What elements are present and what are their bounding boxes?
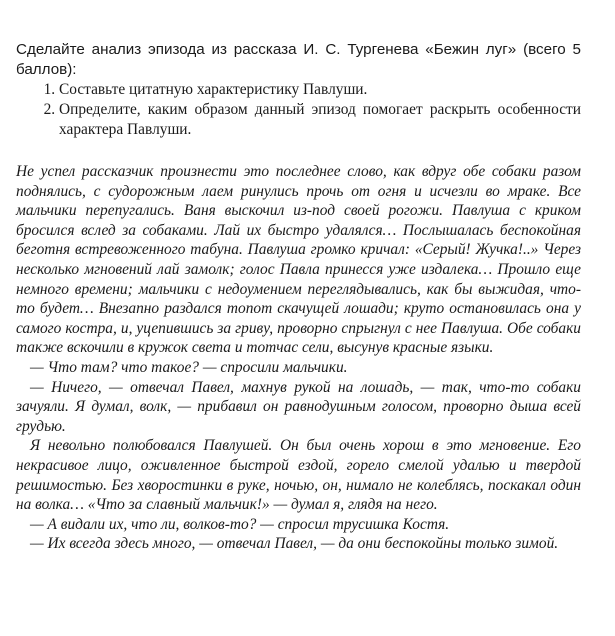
excerpt-paragraph-5: — А видали их, что ли, волков-то? — спросил трусишка Костя.: [30, 515, 450, 533]
story-excerpt: [16, 162, 581, 554]
document-page: [16, 40, 581, 554]
excerpt-paragraph-2: — Что там? что такое? — спросили мальчики.: [30, 358, 348, 376]
task-list: [16, 80, 581, 140]
excerpt-paragraph-3: — Ничего, — отвечал Павел, махнув рукой на лошадь, — так, что-то собаки зачуяли. Я думал, волк, — прибавил он равнодушным голосом, проворно дыша всей грудью.: [16, 378, 581, 435]
excerpt-paragraph-4: Я невольно полюбовался Павлушей. Он был очень хорош в это мгновение. Его некрасивое лицо, оживленное быстрой ездой, горело смелой удалью и твердой решимостью. Без хворостинки в руке, ночью, он, нимало не колеблясь, поскакал один на волка… «Что за славный мальчик!» — думал я, глядя на него.: [16, 437, 581, 514]
excerpt-paragraph-1: Не успел рассказчик произнести это последнее слово, как вдруг обе собаки разом поднялись, с судорожным лаем ринулись прочь от огня и исчезли во мраке. Все мальчики перепугались. Ваня выскочил из-под своей рогожи. Павлуша с криком бросился вслед за собаками. Лай их быстро удалялся… Послышалась беспокойная беготня встревоженного табуна. Павлуша громко кричал: «Серый! Жучка!..» Через несколько мгновений лай замолк; голос Павла принесся уже издалека… Прошло еще немного времени; мальчики с недоумением переглядывались, как бы выжидая, что-то будет… Внезапно раздался топот скачущей лошади; круто остановилась она у самого костра, и, уцепившись за гриву, проворно спрыгнул с нее Павлуша. Обе собаки также вскочили в кружок света и тотчас сели, высунув красные языки.: [16, 163, 581, 357]
task-item-1: 1. Составьте цитатную характеристику Павлуши.: [59, 80, 581, 100]
task-title: Сделайте анализ эпизода из рассказа И. С. Тургенева «Бежин луг» (всего 5 баллов):: [16, 41, 581, 78]
task-item-2: 2. Определите, каким образом данный эпизод помогает раскрыть особенности характера Павлуши.: [59, 100, 581, 140]
excerpt-paragraph-6: — Их всегда здесь много, — отвечал Павел, — да они беспокойны только зимой.: [30, 535, 559, 553]
